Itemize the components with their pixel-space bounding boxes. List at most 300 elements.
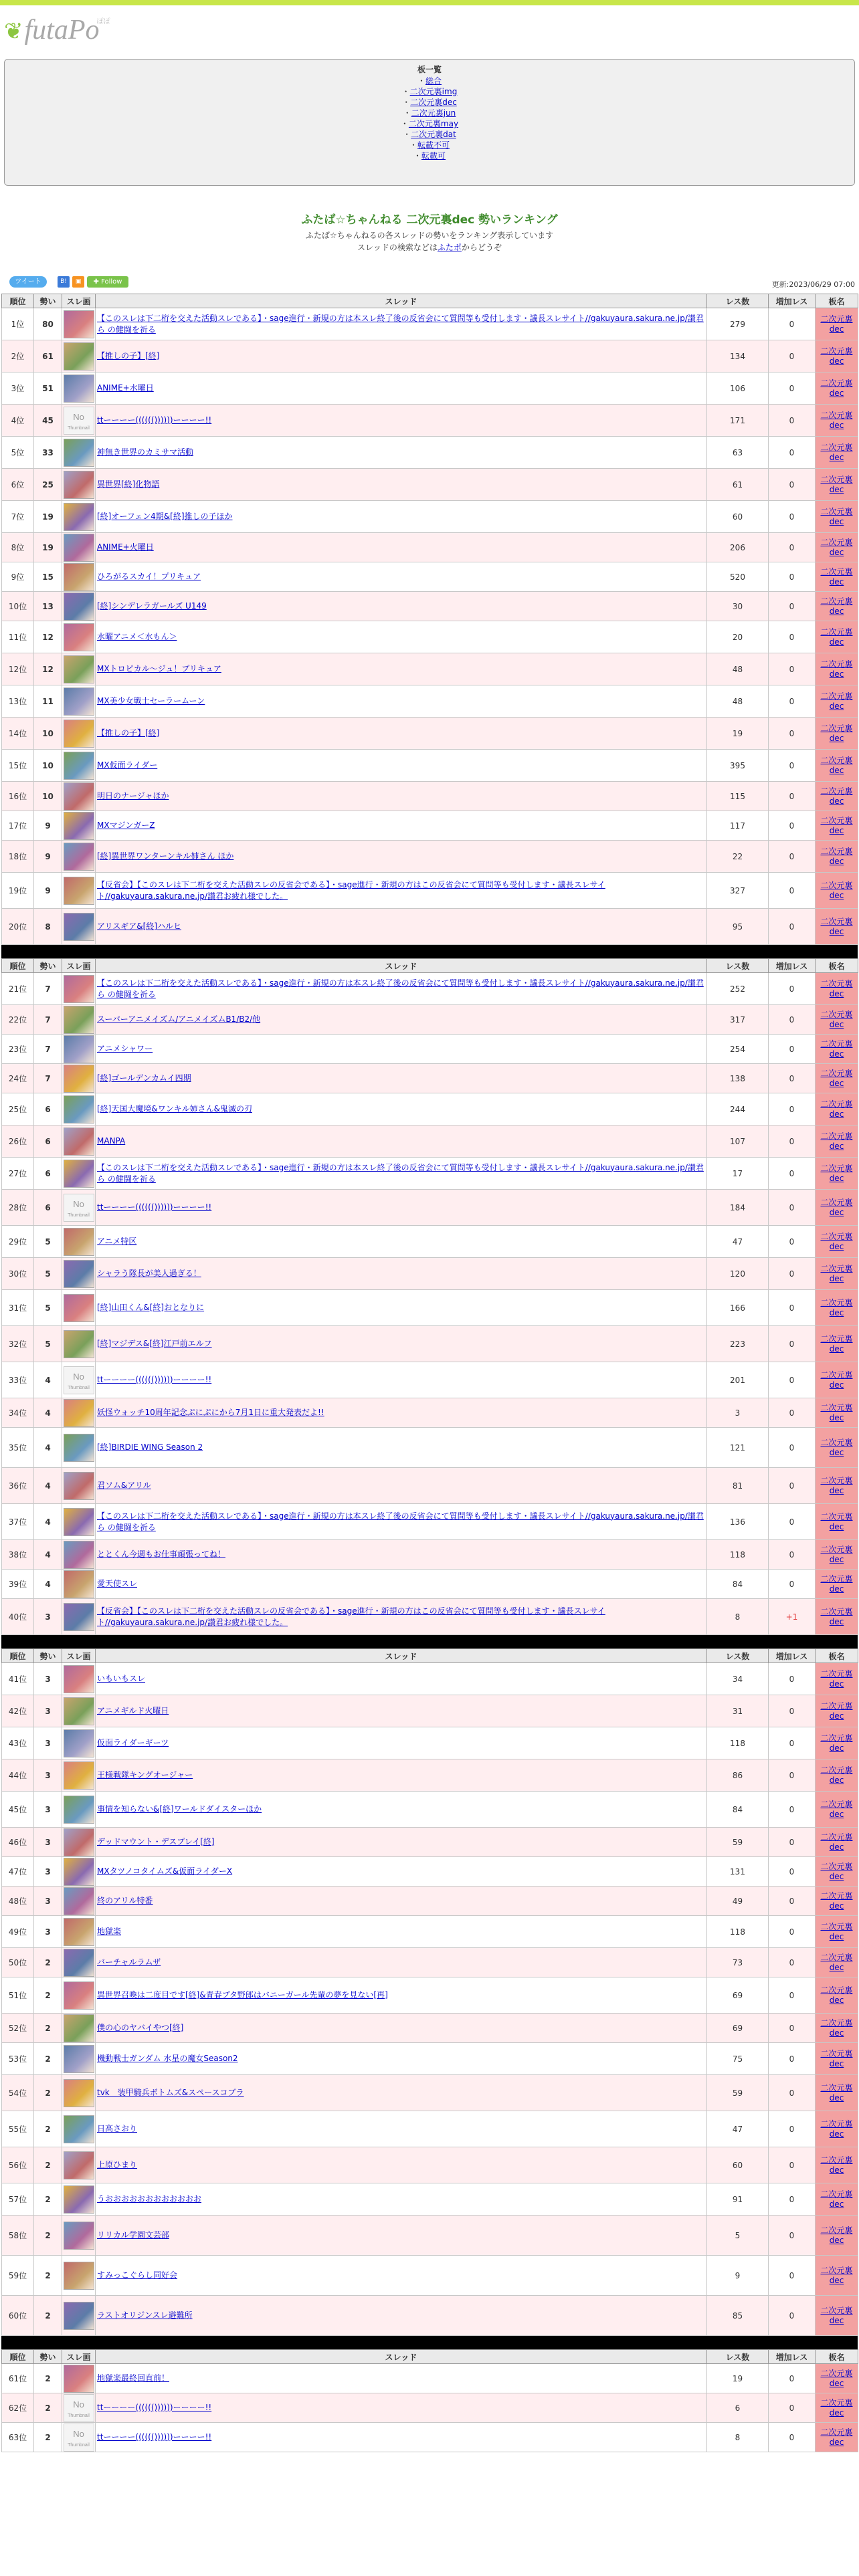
thread-title-cell: [96, 1727, 707, 1759]
board-name-link[interactable]: [820, 881, 852, 900]
thread-link[interactable]: 事情を知らない&[終]ワールドダイスターほか: [97, 1804, 262, 1814]
board-name-line: dec: [829, 890, 844, 900]
board-name-line: dec: [829, 1962, 844, 1972]
reply-count-cell: 252: [707, 973, 769, 1005]
thread-thumbnail[interactable]: [64, 1541, 94, 1569]
thread-link[interactable]: アニメシャワー: [97, 1044, 153, 1053]
no-thumbnail-placeholder[interactable]: [64, 1366, 94, 1394]
thread-thumbnail[interactable]: [64, 2115, 94, 2143]
board-name-cell: [816, 750, 858, 782]
thread-link[interactable]: 僕の心のヤバイやつ[終]: [97, 2023, 184, 2032]
board-link[interactable]: 二次元裏may: [408, 119, 459, 128]
thread-link[interactable]: 日高さおり: [97, 2124, 138, 2133]
thread-link[interactable]: MANPA: [97, 1136, 126, 1146]
momentum-cell: 4: [34, 1504, 62, 1540]
board-name-link[interactable]: [820, 1669, 852, 1689]
momentum-cell: 6: [34, 1190, 62, 1226]
board-name-line: dec: [829, 547, 844, 557]
thread-link[interactable]: 終のアリル特番: [97, 1896, 153, 1905]
thread-thumbnail[interactable]: [64, 1508, 94, 1536]
thread-thumbnail[interactable]: [64, 2014, 94, 2042]
table-row: [2, 1158, 858, 1190]
table-row: [2, 873, 858, 909]
table-row: [2, 2043, 858, 2075]
board-name-cell: [816, 2111, 858, 2147]
rank-cell: 61位: [2, 2364, 34, 2393]
thread-thumbnail[interactable]: [64, 503, 94, 531]
thread-link[interactable]: アリスギア&[終]ハルヒ: [97, 922, 182, 931]
thread-link[interactable]: [終]異世界ワンターンキル姉さん ほか: [97, 851, 234, 861]
thread-thumbnail[interactable]: [64, 1697, 94, 1725]
thread-link[interactable]: 水曜アニメ＜水もん＞: [97, 632, 177, 641]
thread-thumbnail[interactable]: [64, 2222, 94, 2250]
thread-thumbnail[interactable]: [64, 310, 94, 338]
thread-link[interactable]: [終]オーフェン4期&[終]推しの子ほか: [97, 512, 233, 521]
board-name-cell: [816, 653, 858, 685]
thread-thumbnail[interactable]: [64, 2151, 94, 2179]
board-name-link[interactable]: [820, 1832, 852, 1852]
thread-link[interactable]: 異世界召喚は二度目です[終]&青春ブタ野郎はバニーガール先輩の夢を見ない[再]: [97, 1990, 388, 2000]
board-name-line: 二次元裏: [820, 1861, 853, 1871]
board-name-link[interactable]: [820, 379, 852, 398]
momentum-cell: 3: [34, 1916, 62, 1948]
thread-thumbnail[interactable]: [64, 2079, 94, 2107]
thread-thumbnail[interactable]: [64, 655, 94, 683]
board-link[interactable]: 転載可: [421, 151, 446, 160]
thread-link[interactable]: 王様戦隊キングオージャー: [97, 1770, 193, 1780]
board-name-link[interactable]: [820, 2428, 852, 2447]
board-name-line: dec: [829, 516, 844, 526]
board-name-link[interactable]: [820, 411, 852, 430]
thread-link[interactable]: 愛天使スレ: [97, 1579, 138, 1588]
thread-link[interactable]: 【このスレは下二桁を交えた活動スレである】・sage進行・新規の方は本スレ終了後の反省会にて質問等も受付します・議長スレサイト//gakuyaura.sakura.ne.jp/讃君ら の健闘を祈る: [97, 1162, 704, 1184]
board-name-cell: [816, 1504, 858, 1540]
board-name-link[interactable]: [820, 659, 852, 679]
thread-thumbnail[interactable]: [64, 1603, 94, 1631]
thread-title-cell: [96, 2183, 707, 2216]
thread-thumbnail[interactable]: [64, 1665, 94, 1693]
board-name-link[interactable]: [820, 1232, 852, 1251]
board-name-cell: [816, 973, 858, 1005]
board-name-cell: [816, 469, 858, 501]
thread-title-cell: [96, 1326, 707, 1362]
reply-increase-cell: 0: [769, 782, 816, 811]
thread-link[interactable]: 【このスレは下二桁を交えた活動スレである】・sage進行・新規の方は本スレ終了後の反省会にて質問等も受付します・議長スレサイト//gakuyaura.sakura.ne.jp/讃君ら の健闘を祈る: [97, 978, 704, 999]
board-name-link[interactable]: [820, 2155, 852, 2175]
board-name-line: 二次元裏: [820, 1263, 853, 1273]
reply-count-cell: 106: [707, 372, 769, 405]
board-name-link[interactable]: [820, 1099, 852, 1119]
thread-thumbnail[interactable]: [64, 1128, 94, 1156]
board-name-line: dec: [829, 733, 844, 743]
table-separator: [1, 2336, 858, 2349]
thread-thumbnail[interactable]: [64, 1472, 94, 1500]
board-name-line: 二次元裏: [820, 1437, 853, 1447]
thread-link[interactable]: 明日のナージャほか: [97, 791, 169, 800]
board-name-link[interactable]: [820, 443, 852, 462]
board-name-link[interactable]: [820, 2119, 852, 2139]
board-name-link[interactable]: [820, 597, 852, 616]
thread-link[interactable]: リリカル学園文芸部: [97, 2230, 169, 2240]
reply-count-cell: 120: [707, 1258, 769, 1290]
board-name-line: 二次元裏: [820, 815, 853, 825]
thread-thumbnail[interactable]: [64, 812, 94, 840]
thread-thumbnail[interactable]: [64, 1434, 94, 1462]
board-name-line: 二次元裏: [820, 596, 853, 606]
feed-button[interactable]: ▣: [72, 276, 84, 288]
thread-link[interactable]: ttーーーー(((((())))))ーーーー!!: [97, 1202, 212, 1212]
thread-thumbnail[interactable]: [64, 752, 94, 780]
board-link[interactable]: 二次元裏img: [409, 87, 458, 96]
thumbnail-cell: [62, 2256, 96, 2296]
thread-link[interactable]: ttーーーー(((((())))))ーーーー!!: [97, 1375, 212, 1384]
thread-thumbnail[interactable]: [64, 913, 94, 941]
thread-link[interactable]: 地獄楽: [97, 1927, 122, 1936]
thread-thumbnail[interactable]: [64, 2365, 94, 2393]
board-name-line: 二次元裏: [820, 566, 853, 576]
board-name-link[interactable]: [820, 724, 852, 743]
board-name-line: 二次元裏: [820, 378, 853, 388]
thread-link[interactable]: ttーーーー(((((())))))ーーーー!!: [97, 2432, 212, 2442]
thread-thumbnail[interactable]: [64, 2045, 94, 2073]
thread-link[interactable]: 君ソム&アリル: [97, 1481, 151, 1490]
thread-thumbnail[interactable]: [64, 975, 94, 1003]
thread-link[interactable]: 神無き世界のカミサマ活動: [97, 447, 194, 457]
thread-link[interactable]: [終]マジデス&[終]江戸前エルフ: [97, 1339, 212, 1348]
reply-count-cell: 117: [707, 811, 769, 841]
board-name-link[interactable]: [820, 1891, 852, 1911]
thread-link[interactable]: 【反省会】【このスレは下二桁を交えた活動スレの反省会である】・sage進行・新規の方はこの反省会にて質問等も受付します・議長スレサイト//gakuyaura.sakura.ne.jp/讃君お疲れ様でした。: [97, 879, 605, 901]
board-name-link[interactable]: [820, 1733, 852, 1753]
thread-link[interactable]: 異世界[終]化物語: [97, 479, 160, 489]
board-name-link[interactable]: [820, 1607, 852, 1626]
board-name-cell: [816, 841, 858, 873]
reply-increase-cell: 0: [769, 1326, 816, 1362]
table-row: [2, 1540, 858, 1570]
board-name-link[interactable]: [820, 1922, 852, 1941]
board-link[interactable]: 転載不可: [417, 140, 450, 150]
board-name-link[interactable]: [820, 1039, 852, 1059]
table-row: [2, 2256, 858, 2296]
thread-link[interactable]: [終]シンデレラガールズ U149: [97, 601, 207, 611]
thread-thumbnail[interactable]: [64, 1858, 94, 1886]
board-name-line: 二次元裏: [820, 1333, 853, 1344]
site-logo[interactable]: [0, 5, 859, 55]
thread-link[interactable]: 妖怪ウォッチ10周年記念ぷにぷにから7月1日に重大発表だよ!!: [97, 1408, 324, 1417]
board-name-link[interactable]: [820, 627, 852, 647]
no-thumbnail-placeholder[interactable]: [64, 2424, 94, 2452]
board-name-cell: [816, 1398, 858, 1428]
board-name-cell: [816, 621, 858, 653]
board-name-line: 二次元裏: [820, 1952, 853, 1962]
thread-thumbnail[interactable]: [64, 342, 94, 370]
thumbnail-cell: [62, 1599, 96, 1635]
thread-title-cell: [96, 1759, 707, 1792]
thread-thumbnail[interactable]: [64, 1949, 94, 1977]
board-name-link[interactable]: [820, 917, 852, 936]
board-name-link[interactable]: [820, 1069, 852, 1088]
thumbnail-cell: [62, 909, 96, 945]
page-title: ふたば☆ちゃんねる 二次元裏dec 勢いランキング: [301, 213, 558, 227]
thread-thumbnail[interactable]: [64, 1981, 94, 2010]
board-name-link[interactable]: [820, 1985, 852, 2005]
rank-cell: 48位: [2, 1887, 34, 1916]
board-name-link[interactable]: [820, 346, 852, 366]
thread-title-cell: [96, 1916, 707, 1948]
thumbnail-cell: [62, 340, 96, 372]
thread-thumbnail[interactable]: [64, 1570, 94, 1598]
thread-thumbnail[interactable]: [64, 1228, 94, 1256]
reply-count-cell: 171: [707, 405, 769, 437]
thread-link[interactable]: 【推しの子】[終]: [97, 351, 160, 360]
board-name-line: dec: [829, 1273, 844, 1283]
board-name-link[interactable]: [820, 2266, 852, 2285]
board-name-link[interactable]: [820, 1765, 852, 1785]
thread-thumbnail[interactable]: [64, 439, 94, 467]
board-name-link[interactable]: [820, 816, 852, 835]
board-name-link[interactable]: [820, 786, 852, 806]
thread-thumbnail[interactable]: [64, 1887, 94, 1915]
thread-thumbnail[interactable]: [64, 534, 94, 562]
board-name-link[interactable]: [820, 756, 852, 775]
thread-title-cell: [96, 1398, 707, 1428]
thread-link[interactable]: ANIME+火曜日: [97, 542, 154, 552]
thread-thumbnail[interactable]: [64, 782, 94, 811]
board-name-link[interactable]: [820, 2018, 852, 2038]
reply-increase-cell: 0: [769, 308, 816, 340]
board-link[interactable]: 二次元裏jun: [411, 108, 456, 118]
momentum-cell: 2: [34, 1977, 62, 2014]
thread-thumbnail[interactable]: [64, 374, 94, 403]
thread-link[interactable]: [終]BIRDIE WING Season 2: [97, 1442, 203, 1452]
board-name-line: 二次元裏: [820, 1370, 853, 1380]
thread-link[interactable]: ととくん今週もお仕事頑張ってね！: [97, 1549, 226, 1559]
reply-count-cell: 520: [707, 562, 769, 592]
rank-cell: 35位: [2, 1428, 34, 1468]
thread-thumbnail[interactable]: [64, 563, 94, 591]
no-thumbnail-placeholder[interactable]: [64, 1194, 94, 1222]
thread-thumbnail[interactable]: [64, 2302, 94, 2330]
thumbnail-cell: [62, 1887, 96, 1916]
thread-link[interactable]: バーチャルラムザ: [97, 1957, 161, 1967]
thread-link[interactable]: ttーーーー(((((())))))ーーーー!!: [97, 2403, 212, 2412]
thread-link[interactable]: うおおおおおおおおおおおお: [97, 2194, 202, 2204]
thread-link[interactable]: 【反省会】【このスレは下二桁を交えた活動スレの反省会である】・sage進行・新規の方はこの反省会にて質問等も受付します・議長スレサイト//gakuyaura.sakura.ne.jp/讃君お疲れ様でした。: [97, 1606, 605, 1627]
thread-link[interactable]: いもいもスレ: [97, 1674, 146, 1683]
thread-thumbnail[interactable]: [64, 1761, 94, 1790]
thread-link[interactable]: アニメ特区: [97, 1237, 137, 1246]
thread-title-cell: [96, 1828, 707, 1857]
board-link[interactable]: 二次元裏dec: [410, 98, 457, 107]
momentum-cell: 2: [34, 2296, 62, 2336]
board-name-link[interactable]: [820, 314, 852, 334]
board-name-link[interactable]: [820, 2083, 852, 2103]
thread-link[interactable]: デッドマウント・デスプレイ[終]: [97, 1837, 215, 1846]
thread-title-cell: [96, 308, 707, 340]
board-name-link[interactable]: [820, 567, 852, 586]
thread-link[interactable]: MXトロピカル〜ジュ！プリキュア: [97, 664, 221, 673]
thread-link[interactable]: MX仮面ライダー: [97, 760, 158, 770]
thread-thumbnail[interactable]: [64, 1828, 94, 1856]
board-name-cell: [816, 308, 858, 340]
thread-title-cell: [96, 1948, 707, 1977]
thread-link[interactable]: 【このスレは下二桁を交えた活動スレである】・sage進行・新規の方は本スレ終了後の反省会にて質問等も受付します・議長スレサイト//gakuyaura.sakura.ne.jp/讃君ら の健闘を祈る: [97, 313, 704, 334]
board-name-link[interactable]: [820, 2226, 852, 2245]
thread-thumbnail[interactable]: [64, 1006, 94, 1034]
thread-thumbnail[interactable]: [64, 1399, 94, 1427]
momentum-cell: 4: [34, 1428, 62, 1468]
thread-thumbnail[interactable]: [64, 1294, 94, 1322]
board-name-link[interactable]: [820, 1010, 852, 1029]
board-name-link[interactable]: [820, 1164, 852, 1183]
thread-link[interactable]: MX美少女戦士セーラームーン: [97, 696, 205, 706]
momentum-cell: 3: [34, 1792, 62, 1828]
board-name-link[interactable]: [820, 979, 852, 998]
reply-count-cell: 75: [707, 2043, 769, 2075]
table-header-row: [2, 959, 858, 973]
board-name-cell: [816, 685, 858, 718]
thread-thumbnail[interactable]: [64, 720, 94, 748]
board-name-link[interactable]: [820, 1574, 852, 1594]
thread-thumbnail[interactable]: [64, 1095, 94, 1123]
board-name-line: dec: [829, 1173, 844, 1183]
thread-link[interactable]: シャラう隊長が美人過ぎる！: [97, 1269, 201, 1278]
thread-thumbnail[interactable]: [64, 2185, 94, 2214]
board-name-line: dec: [829, 1207, 844, 1217]
board-name-link[interactable]: [820, 1403, 852, 1422]
board-name-link[interactable]: [820, 1476, 852, 1495]
board-name-link[interactable]: [820, 2049, 852, 2068]
header-board: 板名: [816, 2350, 858, 2364]
board-name-link[interactable]: [820, 1438, 852, 1457]
hatena-bookmark-button[interactable]: B!: [58, 276, 70, 288]
thread-thumbnail[interactable]: [64, 593, 94, 621]
thumbnail-cell: [62, 1258, 96, 1290]
thread-thumbnail[interactable]: [64, 1796, 94, 1824]
board-name-link[interactable]: [820, 1701, 852, 1721]
board-name-line: dec: [829, 452, 844, 462]
thread-link[interactable]: ANIME+水曜日: [97, 383, 154, 393]
thread-title-cell: [96, 1005, 707, 1035]
board-name-link[interactable]: [820, 1512, 852, 1531]
thread-thumbnail[interactable]: [64, 1160, 94, 1188]
thread-link[interactable]: [終]ゴールデンカムイ四期: [97, 1073, 191, 1083]
tweet-button[interactable]: ツイート: [9, 276, 47, 288]
board-name-link[interactable]: [820, 2369, 852, 2388]
thread-link[interactable]: ラストオリジンスレ避難所: [97, 2311, 193, 2320]
thread-link[interactable]: スーパーアニメイズム/アニメイズムB1/B2/他: [97, 1014, 261, 1024]
no-thumbnail-placeholder[interactable]: [64, 407, 94, 435]
thread-link[interactable]: 【このスレは下二桁を交えた活動スレである】・sage進行・新規の方は本スレ終了後の反省会にて質問等も受付します・議長スレサイト//gakuyaura.sakura.ne.jp/讃君ら の健闘を祈る: [97, 1511, 704, 1532]
thread-link[interactable]: ttーーーー(((((())))))ーーーー!!: [97, 415, 212, 425]
board-name-link[interactable]: [820, 1800, 852, 1819]
table-row: [2, 2075, 858, 2111]
header-rank: 順位: [2, 294, 34, 308]
board-name-link[interactable]: [820, 2306, 852, 2325]
board-name-line: dec: [829, 2129, 844, 2139]
thread-thumbnail[interactable]: [64, 843, 94, 871]
momentum-cell: 12: [34, 653, 62, 685]
thread-link[interactable]: [終]天国大魔境&ワンキル姉さん&鬼滅の刃: [97, 1104, 252, 1113]
thread-thumbnail[interactable]: [64, 877, 94, 905]
board-name-link[interactable]: [820, 475, 852, 494]
table-row: [2, 973, 858, 1005]
no-thumbnail-placeholder[interactable]: [64, 2394, 94, 2422]
board-name-link[interactable]: [820, 1264, 852, 1283]
thread-link[interactable]: アニメギルド火曜日: [97, 1706, 169, 1715]
board-name-line: 二次元裏: [820, 2427, 853, 2437]
thread-link[interactable]: 上原ひまり: [97, 2160, 138, 2169]
thread-link[interactable]: [終]山田くん&[終]おとなりに: [97, 1303, 205, 1312]
thread-link[interactable]: ひろがるスカイ！プリキュア: [97, 572, 201, 581]
thread-thumbnail[interactable]: [64, 1035, 94, 1063]
thread-link[interactable]: MXタツノコタイムズ&仮面ライダーX: [97, 1866, 233, 1876]
momentum-cell: 6: [34, 1125, 62, 1158]
thread-link[interactable]: 仮面ライダーギーツ: [97, 1738, 169, 1747]
board-name-link[interactable]: [820, 1132, 852, 1151]
table-row: [2, 1005, 858, 1035]
thumbnail-cell: [62, 533, 96, 562]
momentum-cell: 61: [34, 340, 62, 372]
board-link[interactable]: 二次元裏dat: [411, 130, 456, 139]
thread-thumbnail[interactable]: [64, 1729, 94, 1757]
rank-cell: 63位: [2, 2423, 34, 2452]
futapo-link[interactable]: ふたポ: [437, 243, 462, 252]
thread-link[interactable]: すみっこぐらし同好会: [97, 2270, 178, 2280]
thread-thumbnail[interactable]: [64, 687, 94, 716]
thread-link[interactable]: 地獄楽最終回直前！: [97, 2373, 170, 2383]
board-name-line: dec: [829, 606, 844, 616]
thread-thumbnail[interactable]: [64, 471, 94, 499]
thread-link[interactable]: MXマジンガーZ: [97, 821, 155, 830]
board-link[interactable]: 総合: [425, 76, 442, 86]
board-name-link[interactable]: [820, 507, 852, 526]
board-name-link[interactable]: [820, 1334, 852, 1354]
reply-increase-cell: 0: [769, 1727, 816, 1759]
table-row: [2, 811, 858, 841]
board-name-link[interactable]: [820, 1198, 852, 1217]
board-name-link[interactable]: [820, 847, 852, 866]
thread-link[interactable]: 機動戦士ガンダム 水星の魔女Season2: [97, 2054, 238, 2063]
board-name-link[interactable]: [820, 538, 852, 557]
board-name-link[interactable]: [820, 1862, 852, 1881]
thumbnail-cell: [62, 1759, 96, 1792]
thread-link[interactable]: tvk 装甲騎兵ボトムズ&スペースコブラ: [97, 2088, 244, 2097]
board-name-link[interactable]: [820, 1545, 852, 1564]
futapo-logo[interactable]: ❦futaPo ぽぽ: [4, 15, 110, 45]
thread-link[interactable]: 【推しの子】[終]: [97, 728, 160, 738]
follow-button[interactable]: ✚ Follow: [87, 276, 128, 288]
thread-thumbnail[interactable]: [64, 623, 94, 651]
board-name-cell: [816, 1857, 858, 1887]
board-name-link[interactable]: [820, 1298, 852, 1317]
board-name-link[interactable]: [820, 2189, 852, 2209]
thread-thumbnail[interactable]: [64, 1330, 94, 1358]
board-name-link[interactable]: [820, 2398, 852, 2418]
board-name-line: 二次元裏: [820, 1163, 853, 1173]
board-name-cell: [816, 1125, 858, 1158]
momentum-cell: 5: [34, 1326, 62, 1362]
board-name-link[interactable]: [820, 1953, 852, 1972]
board-name-link[interactable]: [820, 691, 852, 711]
board-name-link[interactable]: [820, 1370, 852, 1390]
table-row: [2, 592, 858, 621]
thread-thumbnail[interactable]: [64, 1260, 94, 1288]
thread-thumbnail[interactable]: [64, 1918, 94, 1946]
thread-thumbnail[interactable]: [64, 1065, 94, 1093]
thread-thumbnail[interactable]: [64, 2262, 94, 2290]
board-menu-item: ・二次元裏dec: [402, 98, 457, 107]
